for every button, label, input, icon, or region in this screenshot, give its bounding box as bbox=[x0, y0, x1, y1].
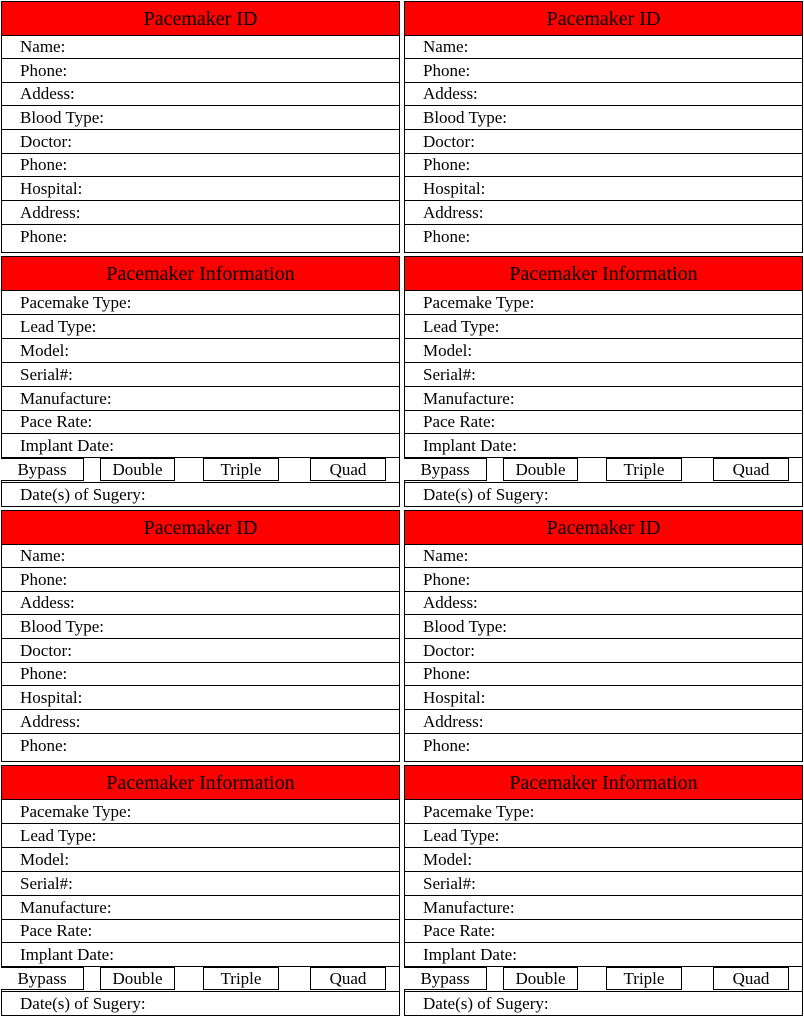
surgery-option-bypass[interactable]: Bypass bbox=[1, 458, 84, 481]
field-row[interactable] bbox=[405, 36, 802, 59]
surgery-option-triple[interactable]: Triple bbox=[203, 458, 279, 481]
field-label: Phone: bbox=[423, 570, 471, 589]
pacemaker-info-card bbox=[1, 765, 400, 1016]
field-label: Serial#: bbox=[20, 365, 73, 384]
field-label: Serial#: bbox=[423, 365, 476, 384]
pacemaker-info-card bbox=[404, 256, 803, 507]
field-label: Manufacture: bbox=[423, 898, 515, 917]
pacemaker-id-card bbox=[404, 510, 803, 762]
field-label: Pacemake Type: bbox=[20, 802, 132, 821]
field-label: Phone: bbox=[423, 155, 471, 174]
field-row[interactable] bbox=[2, 315, 399, 339]
field-label: Phone: bbox=[423, 664, 471, 683]
field-row[interactable] bbox=[2, 896, 399, 920]
field-label: Hospital: bbox=[423, 179, 486, 198]
field-label: Phone: bbox=[20, 155, 68, 174]
field-label: Lead Type: bbox=[423, 317, 500, 336]
field-row[interactable] bbox=[405, 315, 802, 339]
field-row[interactable] bbox=[2, 434, 399, 458]
field-label: Address: bbox=[20, 203, 81, 222]
field-row[interactable] bbox=[2, 154, 399, 177]
surgery-options-row bbox=[405, 967, 802, 992]
field-label: Implant Date: bbox=[20, 945, 114, 964]
card-header: Pacemaker Information bbox=[2, 257, 399, 291]
card-header: Pacemaker Information bbox=[2, 766, 399, 800]
field-label: Model: bbox=[423, 341, 473, 360]
field-row[interactable] bbox=[405, 734, 802, 757]
surgery-option-quad[interactable]: Quad bbox=[310, 458, 386, 481]
field-label: Doctor: bbox=[423, 641, 475, 660]
field-label: Serial#: bbox=[20, 874, 73, 893]
field-label: Hospital: bbox=[20, 179, 83, 198]
surgery-options-row bbox=[2, 967, 399, 992]
field-row[interactable] bbox=[405, 291, 802, 315]
pacemaker-id-card bbox=[404, 1, 803, 253]
field-row[interactable] bbox=[2, 800, 399, 824]
field-label: Lead Type: bbox=[20, 317, 97, 336]
field-label: Pacemake Type: bbox=[423, 293, 535, 312]
field-row[interactable] bbox=[2, 225, 399, 248]
field-label: Hospital: bbox=[20, 688, 83, 707]
pacemaker-id-card bbox=[1, 1, 400, 253]
card-header: Pacemaker ID bbox=[2, 511, 399, 545]
pacemaker-info-card bbox=[1, 256, 400, 507]
field-row[interactable] bbox=[2, 663, 399, 686]
field-label: Pace Rate: bbox=[423, 921, 496, 940]
field-label: Addess: bbox=[20, 593, 75, 612]
field-label: Blood Type: bbox=[423, 617, 507, 636]
field-row[interactable] bbox=[405, 154, 802, 177]
option-divider bbox=[802, 458, 803, 481]
field-row[interactable] bbox=[405, 686, 802, 710]
field-label: Phone: bbox=[20, 664, 68, 683]
field-row[interactable] bbox=[2, 920, 399, 943]
surgery-option-bypass[interactable]: Bypass bbox=[404, 458, 487, 481]
field-row[interactable] bbox=[2, 943, 399, 967]
field-label: Implant Date: bbox=[423, 945, 517, 964]
field-row[interactable] bbox=[2, 130, 399, 154]
field-label: Address: bbox=[20, 712, 81, 731]
pacemaker-id-card bbox=[1, 510, 400, 762]
field-label: Implant Date: bbox=[423, 436, 517, 455]
field-label: Phone: bbox=[423, 736, 471, 755]
field-label: Doctor: bbox=[20, 132, 72, 151]
field-label: Manufacture: bbox=[20, 389, 112, 408]
field-label: Phone: bbox=[20, 736, 68, 755]
field-row[interactable] bbox=[405, 225, 802, 248]
field-row[interactable] bbox=[2, 824, 399, 848]
field-row[interactable] bbox=[405, 201, 802, 225]
field-row[interactable] bbox=[2, 710, 399, 734]
field-label: Blood Type: bbox=[20, 617, 104, 636]
field-label: Lead Type: bbox=[423, 826, 500, 845]
field-label: Model: bbox=[423, 850, 473, 869]
field-row[interactable] bbox=[405, 339, 802, 363]
field-label: Serial#: bbox=[423, 874, 476, 893]
field-row[interactable] bbox=[405, 363, 802, 387]
pacemaker-info-card bbox=[404, 765, 803, 1016]
field-label: Address: bbox=[423, 203, 484, 222]
surgery-dates-row[interactable] bbox=[405, 483, 802, 506]
field-row[interactable] bbox=[2, 363, 399, 387]
surgery-option-bypass[interactable]: Bypass bbox=[1, 967, 84, 990]
field-row[interactable] bbox=[2, 848, 399, 872]
surgery-dates-row[interactable] bbox=[2, 483, 399, 506]
field-row[interactable] bbox=[2, 83, 399, 106]
surgery-dates-label: Date(s) of Sugery: bbox=[423, 994, 549, 1013]
field-row[interactable] bbox=[2, 339, 399, 363]
surgery-option-double[interactable]: Double bbox=[100, 458, 175, 481]
field-label: Addess: bbox=[423, 593, 478, 612]
surgery-dates-label: Date(s) of Sugery: bbox=[423, 485, 549, 504]
field-label: Manufacture: bbox=[20, 898, 112, 917]
field-row[interactable] bbox=[405, 545, 802, 568]
field-row[interactable] bbox=[2, 686, 399, 710]
option-divider bbox=[399, 458, 400, 481]
surgery-options-row bbox=[2, 458, 399, 483]
surgery-option-double[interactable]: Double bbox=[100, 967, 175, 990]
card-header: Pacemaker ID bbox=[405, 2, 802, 36]
surgery-dates-label: Date(s) of Sugery: bbox=[20, 994, 146, 1013]
field-label: Blood Type: bbox=[20, 108, 104, 127]
field-row[interactable] bbox=[405, 615, 802, 639]
field-row[interactable] bbox=[2, 568, 399, 592]
field-row[interactable] bbox=[405, 387, 802, 411]
field-row[interactable] bbox=[2, 734, 399, 757]
surgery-dates-label: Date(s) of Sugery: bbox=[20, 485, 146, 504]
surgery-option-double[interactable]: Double bbox=[503, 967, 578, 990]
field-label: Phone: bbox=[20, 227, 68, 246]
field-row[interactable] bbox=[2, 106, 399, 130]
field-label: Blood Type: bbox=[423, 108, 507, 127]
card-header: Pacemaker ID bbox=[2, 2, 399, 36]
surgery-option-double[interactable]: Double bbox=[503, 458, 578, 481]
field-row[interactable] bbox=[405, 663, 802, 686]
option-divider bbox=[802, 967, 803, 990]
field-row[interactable] bbox=[2, 639, 399, 663]
field-label: Phone: bbox=[20, 570, 68, 589]
surgery-dates-row[interactable] bbox=[405, 992, 802, 1015]
field-label: Name: bbox=[20, 37, 66, 56]
field-label: Addess: bbox=[423, 84, 478, 103]
surgery-option-quad[interactable]: Quad bbox=[713, 458, 789, 481]
card-header: Pacemaker ID bbox=[405, 511, 802, 545]
field-row[interactable] bbox=[405, 568, 802, 592]
field-label: Implant Date: bbox=[20, 436, 114, 455]
field-row[interactable] bbox=[2, 177, 399, 201]
option-divider bbox=[399, 967, 400, 990]
surgery-option-triple[interactable]: Triple bbox=[203, 967, 279, 990]
field-label: Name: bbox=[423, 546, 469, 565]
field-row[interactable] bbox=[405, 411, 802, 434]
field-row[interactable] bbox=[405, 710, 802, 734]
field-label: Phone: bbox=[423, 61, 471, 80]
field-label: Name: bbox=[423, 37, 469, 56]
field-label: Name: bbox=[20, 546, 66, 565]
field-label: Pace Rate: bbox=[20, 921, 93, 940]
field-label: Addess: bbox=[20, 84, 75, 103]
card-header: Pacemaker Information bbox=[405, 766, 802, 800]
field-label: Doctor: bbox=[20, 641, 72, 660]
field-row[interactable] bbox=[405, 434, 802, 458]
surgery-option-quad[interactable]: Quad bbox=[713, 967, 789, 990]
card-header: Pacemaker Information bbox=[405, 257, 802, 291]
field-row[interactable] bbox=[405, 177, 802, 201]
field-label: Address: bbox=[423, 712, 484, 731]
field-row[interactable] bbox=[405, 896, 802, 920]
field-row[interactable] bbox=[2, 59, 399, 83]
field-label: Lead Type: bbox=[20, 826, 97, 845]
field-row[interactable] bbox=[405, 943, 802, 967]
field-label: Pacemake Type: bbox=[423, 802, 535, 821]
field-row[interactable] bbox=[405, 106, 802, 130]
surgery-options-row bbox=[405, 458, 802, 483]
field-row[interactable] bbox=[405, 59, 802, 83]
field-row[interactable] bbox=[405, 639, 802, 663]
field-row[interactable] bbox=[2, 36, 399, 59]
field-row[interactable] bbox=[2, 615, 399, 639]
field-label: Pacemake Type: bbox=[20, 293, 132, 312]
field-row[interactable] bbox=[2, 387, 399, 411]
field-row[interactable] bbox=[405, 130, 802, 154]
field-row[interactable] bbox=[405, 83, 802, 106]
field-row[interactable] bbox=[2, 872, 399, 896]
field-label: Manufacture: bbox=[423, 389, 515, 408]
surgery-option-triple[interactable]: Triple bbox=[606, 967, 682, 990]
surgery-option-bypass[interactable]: Bypass bbox=[404, 967, 487, 990]
surgery-option-triple[interactable]: Triple bbox=[606, 458, 682, 481]
surgery-option-quad[interactable]: Quad bbox=[310, 967, 386, 990]
surgery-dates-row[interactable] bbox=[2, 992, 399, 1015]
field-row[interactable] bbox=[405, 872, 802, 896]
field-row[interactable] bbox=[405, 800, 802, 824]
field-label: Phone: bbox=[20, 61, 68, 80]
field-row[interactable] bbox=[405, 848, 802, 872]
field-row[interactable] bbox=[2, 201, 399, 225]
field-label: Doctor: bbox=[423, 132, 475, 151]
field-row[interactable] bbox=[405, 824, 802, 848]
field-label: Pace Rate: bbox=[423, 412, 496, 431]
field-label: Model: bbox=[20, 341, 70, 360]
field-row[interactable] bbox=[405, 920, 802, 943]
field-label: Hospital: bbox=[423, 688, 486, 707]
field-label: Model: bbox=[20, 850, 70, 869]
field-row[interactable] bbox=[2, 592, 399, 615]
field-label: Phone: bbox=[423, 227, 471, 246]
field-row[interactable] bbox=[2, 291, 399, 315]
field-row[interactable] bbox=[405, 592, 802, 615]
field-row[interactable] bbox=[2, 411, 399, 434]
field-label: Pace Rate: bbox=[20, 412, 93, 431]
field-row[interactable] bbox=[2, 545, 399, 568]
